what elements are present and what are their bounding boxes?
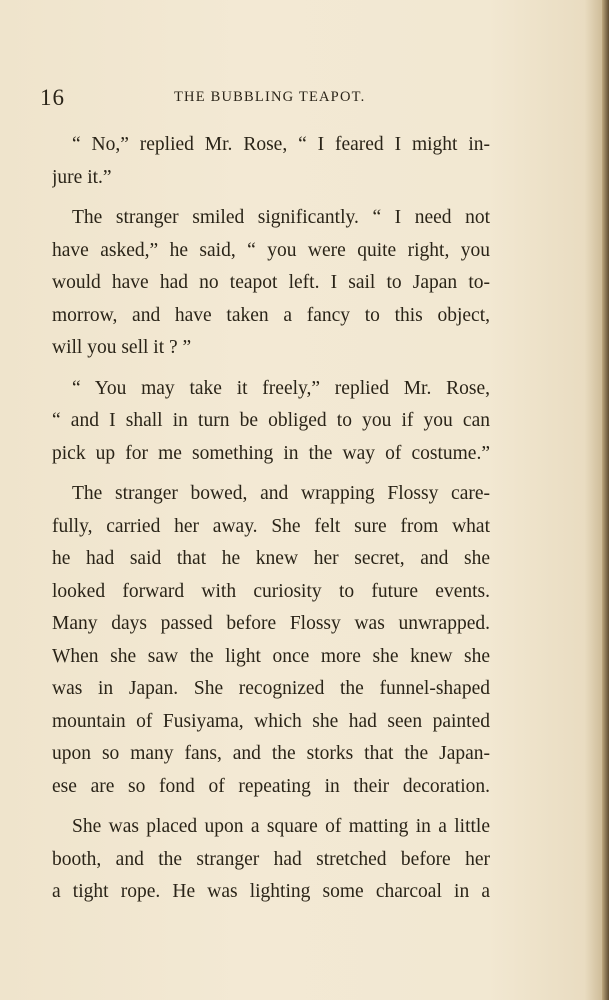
text-line: When she saw the light once more she knew she xyxy=(52,645,490,667)
text-line: ese are so fond of repeating in their decoration. xyxy=(52,775,490,797)
text-line: She was placed upon a square of matting in a little xyxy=(72,816,490,837)
text-line: Many days passed before Flossy was unwrapped. xyxy=(52,613,490,634)
text-line: mountain of Fusiyama, which she had seen painted xyxy=(52,710,490,732)
text-line: looked forward with curiosity to future events. xyxy=(52,580,490,602)
text-line: was in Japan. She recognized the funnel-shaped xyxy=(52,678,490,699)
text-line: “ No,” replied Mr. Rose, “ I feared I might in- xyxy=(72,134,490,155)
body-text xyxy=(52,126,490,906)
page-edge xyxy=(602,0,609,1000)
text-line: booth, and the stranger had stretched before her xyxy=(52,848,490,870)
text-line: “ You may take it freely,” replied Mr. Rose, xyxy=(72,377,490,399)
text-line: morrow, and have taken a fancy to this object, xyxy=(52,304,490,326)
text-line: upon so many fans, and the storks that the Japan- xyxy=(52,743,490,764)
text-line: will you sell it ? ” xyxy=(52,337,192,358)
text-line: would have had no teapot left. I sail to Japan to- xyxy=(52,272,490,293)
text-line: he had said that he knew her secret, and she xyxy=(52,548,490,569)
text-line: have asked,” he said, “ you were quite right, you xyxy=(52,239,490,261)
running-head: THE BUBBLING TEAPOT. xyxy=(174,89,366,105)
text-line: pick up for me something in the way of costume.” xyxy=(52,442,490,464)
page-number: 16 xyxy=(40,85,65,110)
text-line: The stranger bowed, and wrapping Flossy care- xyxy=(72,483,490,504)
text-line: The stranger smiled significantly. “ I need not xyxy=(72,207,490,228)
page-header xyxy=(40,85,490,113)
text-line: fully, carried her away. She felt sure from what xyxy=(52,515,490,537)
text-line: jure it.” xyxy=(52,166,112,188)
text-line: a tight rope. He was lighting some charcoal in a xyxy=(52,881,490,902)
text-line: “ and I shall in turn be obliged to you if you can xyxy=(52,410,490,431)
